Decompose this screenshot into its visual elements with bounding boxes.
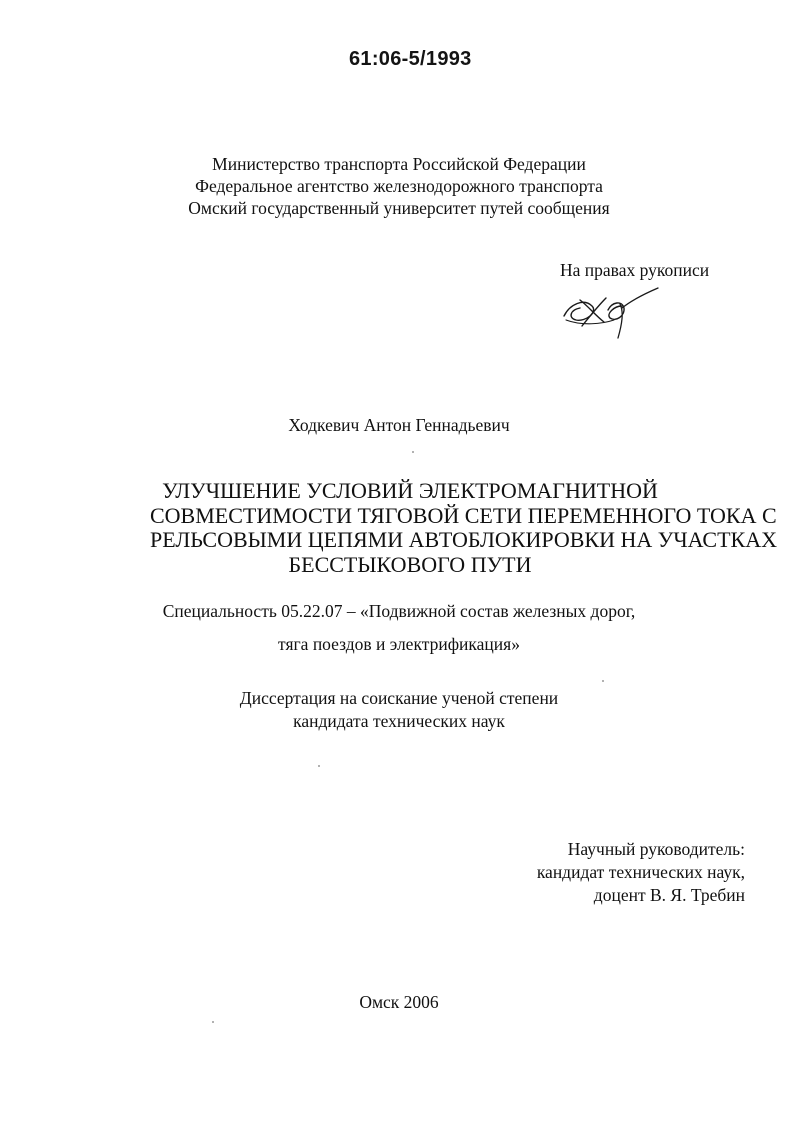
author-name: Ходкевич Антон Геннадьевич (288, 415, 510, 435)
supervisor-block (485, 838, 745, 907)
dissertation-title (150, 478, 777, 577)
supervisor-label: Научный руководитель: (567, 839, 745, 859)
title-line: СОВМЕСТИМОСТИ ТЯГОВОЙ СЕТИ ПЕРЕМЕННОГО ТОКА С (150, 502, 777, 528)
organization-line-agency: Федеральное агентство железнодорожного транспорта (195, 176, 603, 196)
signature-icon (562, 276, 662, 342)
degree-block (0, 687, 798, 733)
degree-line-1: Диссертация на соискание ученой степени (239, 688, 559, 708)
city-year: Омск 2006 (359, 992, 439, 1012)
specialty-line-2: тяга поездов и электрификация» (278, 634, 520, 654)
title-line: БЕССТЫКОВОГО ПУТИ (288, 551, 532, 577)
organization-line-university: Омский государственный университет путей сообщения (188, 198, 610, 218)
supervisor-rank: кандидат технических наук, (536, 862, 745, 882)
manuscript-rights-note: На правах рукописи (560, 260, 710, 280)
title-line: РЕЛЬСОВЫМИ ЦЕПЯМИ АВТОБЛОКИРОВКИ НА УЧАСТКАХ (150, 527, 777, 552)
scan-speck (212, 1021, 214, 1023)
scan-speck (412, 451, 414, 453)
degree-line-2: кандидата технических наук (293, 711, 505, 731)
supervisor-name: доцент В. Я. Требин (593, 885, 745, 905)
organization-line-ministry: Министерство транспорта Российской Федерации (212, 154, 586, 174)
title-line: УЛУЧШЕНИЕ УСЛОВИЙ ЭЛЕКТРОМАГНИТНОЙ (162, 478, 658, 503)
scan-speck (318, 765, 320, 767)
library-stamp-code: 61:06-5/1993 (349, 48, 472, 70)
organization-block (0, 153, 798, 219)
scan-speck (602, 680, 604, 682)
specialty-line-1: Специальность 05.22.07 – «Подвижной состав железных дорог, (162, 601, 636, 621)
